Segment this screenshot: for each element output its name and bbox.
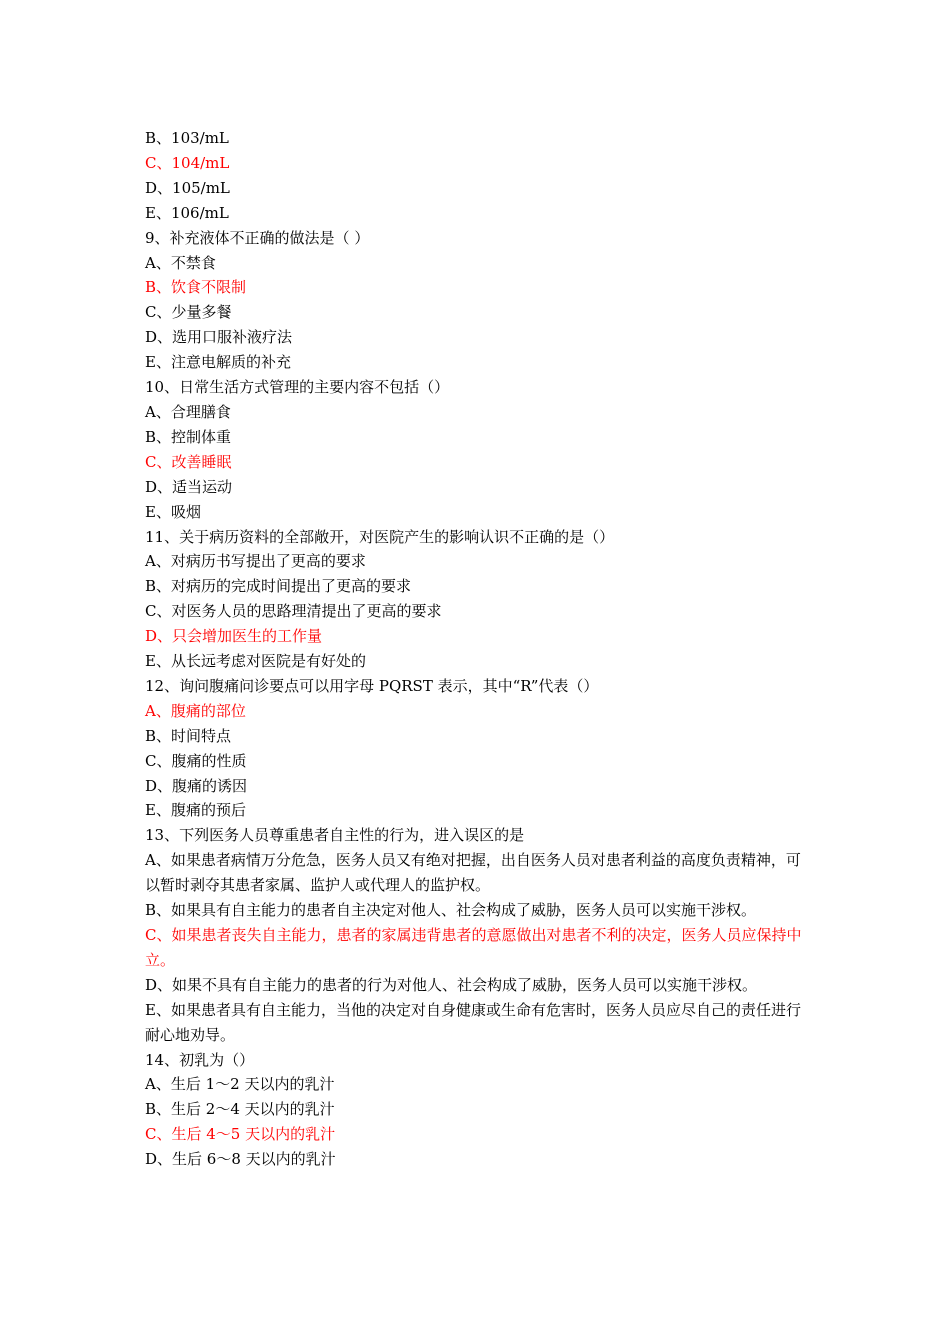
correct-option-d: D、只会增加医生的工作量 (145, 627, 323, 646)
question-10: 10、日常生活方式管理的主要内容不包括（） (145, 378, 450, 397)
option-d: D、适当运动 (145, 477, 233, 496)
option-d: D、选用口服补液疗法 (145, 328, 293, 347)
option-b: B、控制体重 (145, 427, 232, 446)
option-e: E、腹痛的预后 (145, 801, 246, 820)
option-d: D、105/mL (145, 178, 230, 197)
option-e: E、106/mL (145, 203, 229, 222)
option-c: C、腹痛的性质 (145, 751, 247, 770)
option-d: D、生后 6～8 天以内的乳汁 (145, 1150, 336, 1169)
option-e: E、吸烟 (145, 502, 201, 521)
option-b: B、103/mL (145, 129, 229, 147)
option-b: B、如果具有自主能力的患者自主决定对他人、社会构成了威胁，医务人员可以实施干涉权。 (145, 901, 757, 920)
document-page (145, 126, 810, 1172)
correct-option-b: B、饮食不限制 (145, 278, 247, 297)
option-a: A、不禁食 (145, 253, 216, 272)
correct-option-c: C、104/mL (145, 153, 230, 172)
option-d: D、如果不具有自主能力的患者的行为对他人、社会构成了威胁，医务人员可以实施干涉权。 (145, 975, 758, 994)
option-a: A、如果患者病情万分危急，医务人员又有绝对把握，出自医务人员对患者利益的高度负责精神，可以暂时剥夺其患者家属、监护人或代理人的监护权。 (145, 851, 801, 895)
option-e: E、从长远考虑对医院是有好处的 (145, 652, 366, 671)
question-13: 13、下列医务人员尊重患者自主性的行为，进入误区的是 (145, 826, 525, 845)
correct-option-a: A、腹痛的部位 (145, 701, 246, 720)
option-e: E、注意电解质的补充 (145, 353, 291, 372)
option-a: A、对病历书写提出了更高的要求 (145, 552, 366, 571)
option-b: B、时间特点 (145, 726, 232, 745)
question-12: 12、询问腹痛问诊要点可以用字母 PQRST 表示，其中“R”代表（） (145, 676, 599, 695)
correct-option-c: C、如果患者丧失自主能力，患者的家属违背患者的意愿做出对患者不利的决定，医务人员应保持中立。 (145, 926, 802, 969)
option-e: E、如果患者具有自主能力，当他的决定对自身健康或生命有危害时，医务人员应尽自己的责任进行耐心地劝导。 (145, 1000, 801, 1044)
option-b: B、对病历的完成时间提出了更高的要求 (145, 577, 412, 596)
option-c: C、对医务人员的思路理清提出了更高的要求 (145, 602, 442, 621)
correct-option-c: C、改善睡眠 (145, 452, 232, 471)
option-a: A、合理膳食 (145, 402, 231, 421)
option-c: C、少量多餐 (145, 303, 232, 322)
option-a: A、生后 1～2 天以内的乳汁 (145, 1075, 335, 1094)
correct-option-c: C、生后 4～5 天以内的乳汁 (145, 1125, 336, 1144)
option-d: D、腹痛的诱因 (145, 776, 248, 795)
question-9: 9、补充液体不正确的做法是（ ） (145, 228, 370, 247)
question-14: 14、初乳为（） (145, 1050, 255, 1069)
question-11: 11、关于病历资料的全部敞开，对医院产生的影响认识不正确的是（） (145, 527, 615, 546)
option-b: B、生后 2～4 天以内的乳汁 (145, 1100, 335, 1119)
